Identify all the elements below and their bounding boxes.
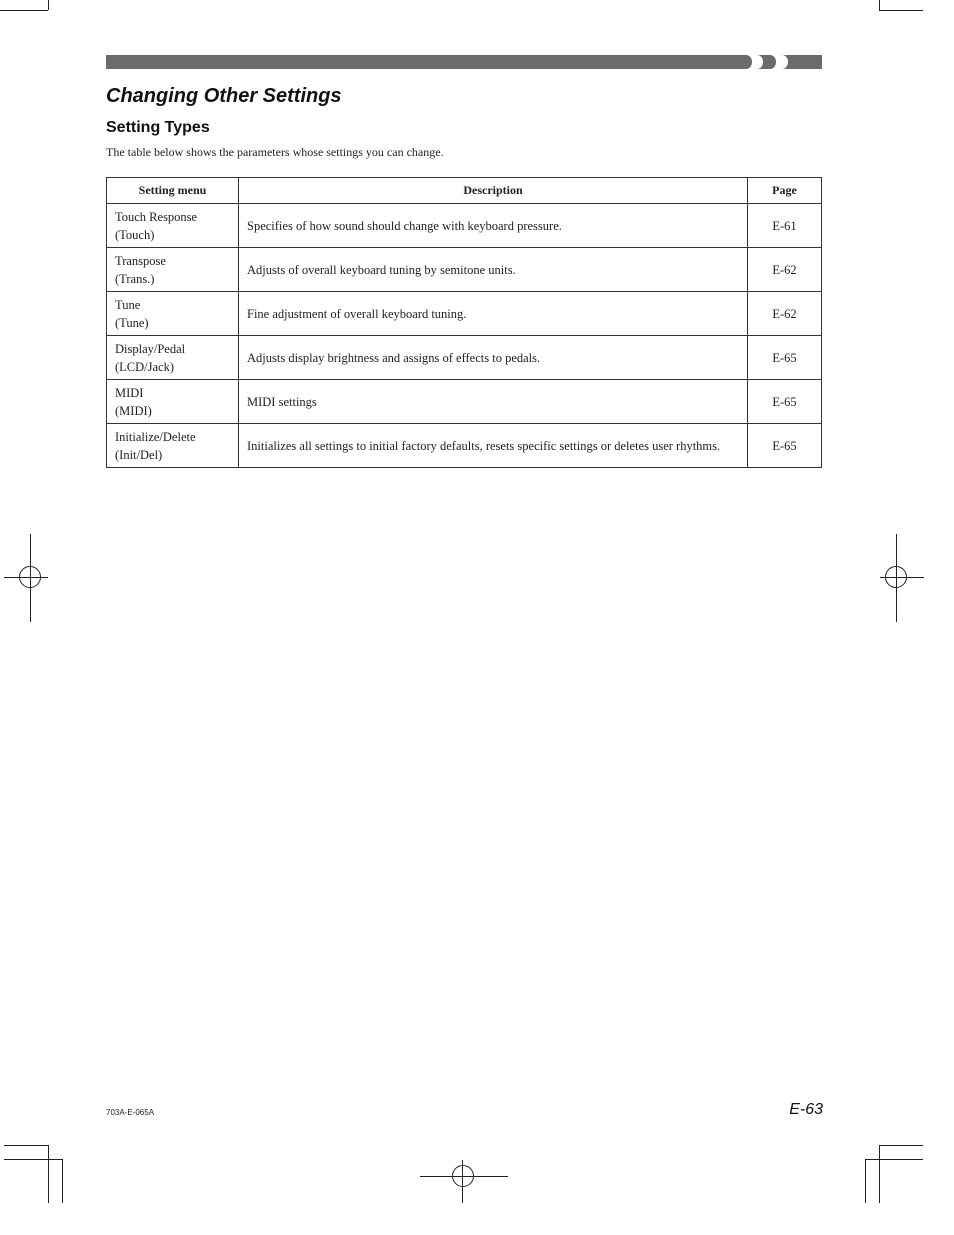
header-band	[106, 55, 822, 69]
table-row	[107, 292, 822, 336]
crop-mark	[4, 1159, 62, 1160]
setting-menu-short: (Init/Del)	[115, 447, 163, 462]
column-header-description: Description	[239, 178, 748, 204]
table-row	[107, 248, 822, 292]
description-cell: Specifies of how sound should change with keyboard pressure.	[239, 204, 748, 248]
setting-menu-name: Transpose	[115, 253, 166, 268]
description-cell: Adjusts of overall keyboard tuning by semitone units.	[239, 248, 748, 292]
setting-menu-short: (LCD/Jack)	[115, 359, 175, 374]
crop-mark	[865, 1159, 923, 1160]
document-code: 703A-E-065A	[106, 1108, 155, 1117]
crop-mark	[62, 1159, 63, 1203]
setting-menu-cell	[107, 424, 239, 468]
column-header-menu: Setting menu	[107, 178, 239, 204]
page-ref-cell: E-62	[748, 292, 822, 336]
setting-menu-cell	[107, 380, 239, 424]
table-row	[107, 204, 822, 248]
table-row	[107, 424, 822, 468]
page-ref-cell: E-65	[748, 424, 822, 468]
description-cell: Fine adjustment of overall keyboard tuning.	[239, 292, 748, 336]
page-number: E-63	[789, 1101, 823, 1118]
crop-mark	[48, 1145, 49, 1203]
crop-mark	[4, 1145, 48, 1146]
setting-menu-cell	[107, 204, 239, 248]
registration-circle	[885, 566, 907, 588]
setting-menu-cell	[107, 292, 239, 336]
intro-text: The table below shows the parameters whose settings you can change.	[106, 145, 444, 159]
setting-menu-cell	[107, 248, 239, 292]
description-cell: Initializes all settings to initial factory defaults, resets specific settings or deletes user rhythms.	[239, 424, 748, 468]
setting-menu-name: Touch Response	[115, 209, 198, 224]
description-cell: Adjusts display brightness and assigns of effects to pedals.	[239, 336, 748, 380]
setting-menu-name: Display/Pedal	[115, 341, 186, 356]
settings-table	[106, 177, 822, 468]
section-title: Setting Types	[106, 119, 210, 136]
registration-circle	[19, 566, 41, 588]
setting-menu-name: Initialize/Delete	[115, 429, 196, 444]
crop-mark	[879, 0, 880, 10]
chapter-title: Changing Other Settings	[106, 85, 342, 107]
crop-mark	[879, 1145, 880, 1203]
registration-circle	[452, 1165, 474, 1187]
setting-menu-cell	[107, 336, 239, 380]
setting-menu-short: (MIDI)	[115, 403, 152, 418]
table-header-row	[107, 178, 822, 204]
crop-mark	[865, 1159, 866, 1203]
setting-menu-name: Tune	[115, 297, 141, 312]
page-ref-cell: E-65	[748, 336, 822, 380]
description-cell: MIDI settings	[239, 380, 748, 424]
table-row	[107, 336, 822, 380]
setting-menu-short: (Touch)	[115, 227, 155, 242]
table-row	[107, 380, 822, 424]
crop-mark	[879, 10, 923, 11]
crop-mark	[0, 10, 48, 11]
setting-menu-name: MIDI	[115, 385, 144, 400]
page-ref-cell: E-62	[748, 248, 822, 292]
setting-menu-short: (Trans.)	[115, 271, 155, 286]
crop-mark	[879, 1145, 923, 1146]
setting-menu-short: (Tune)	[115, 315, 149, 330]
crop-mark	[48, 0, 49, 10]
page-ref-cell: E-61	[748, 204, 822, 248]
page-ref-cell: E-65	[748, 380, 822, 424]
column-header-page: Page	[748, 178, 822, 204]
